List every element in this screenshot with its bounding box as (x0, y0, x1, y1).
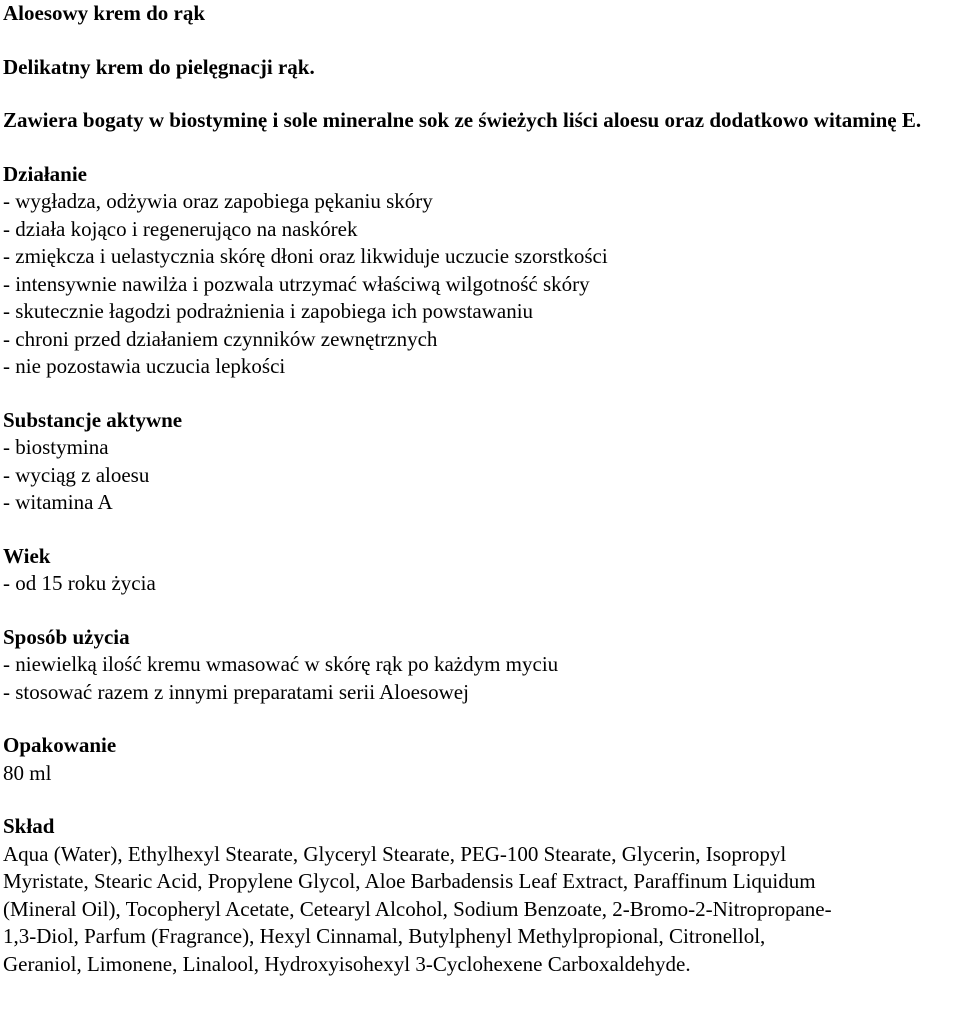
section-heading-dzialanie: Działanie (3, 161, 87, 186)
spacer (3, 706, 960, 732)
composition-line: Aqua (Water), Ethylhexyl Stearate, Glyceryl Stearate, PEG-100 Stearate, Glycerin, Isopropyl (3, 841, 787, 866)
section-heading-wiek: Wiek (3, 543, 51, 568)
composition-line: 1,3-Diol, Parfum (Fragrance), Hexyl Cinnamal, Butylphenyl Methylpropional, Citronellol, (3, 924, 766, 948)
section-heading-opakowanie: Opakowanie (3, 733, 117, 757)
spacer (3, 787, 960, 813)
list-item: - nie pozostawia uczucia lepkości (3, 354, 286, 378)
spacer (3, 28, 960, 54)
section-heading-substancje-aktywne: Substancje aktywne (3, 407, 183, 432)
list-item: - witamina A (3, 490, 113, 514)
list-item: - wyciąg z aloesu (3, 462, 150, 487)
spacer (3, 517, 960, 543)
spacer (3, 381, 960, 407)
list-item: - zmiękcza i uelastycznia skórę dłoni oraz likwiduje uczucie szorstkości (3, 244, 608, 268)
section-heading-sklad: Skład (3, 814, 55, 838)
list-item: - skutecznie łagodzi podrażnienia i zapobiega ich powstawaniu (3, 299, 534, 323)
list-item: - niewielką ilość kremu wmasować w skórę rąk po każdym myciu (3, 652, 559, 676)
composition-line: (Mineral Oil), Tocopheryl Acetate, Cetearyl Alcohol, Sodium Benzoate, 2-Bromo-2-Nitropropane- (3, 896, 832, 921)
section-heading-sposob-uzycia: Sposób użycia (3, 624, 130, 649)
spacer (3, 135, 960, 161)
list-item: - chroni przed działaniem czynników zewnętrznych (3, 326, 438, 351)
spacer (3, 598, 960, 624)
list-item: - działa kojąco i regenerująco na naskórek (3, 216, 358, 241)
composition-line: Myristate, Stearic Acid, Propylene Glycol, Aloe Barbadensis Leaf Extract, Paraffinum Liquidum (3, 869, 816, 893)
list-item: 80 ml (3, 760, 52, 785)
list-item: - biostymina (3, 435, 109, 459)
spacer (3, 81, 960, 107)
document-title: Aloesowy krem do rąk (3, 1, 206, 25)
list-item: - stosować razem z innymi preparatami serii Aloesowej (3, 679, 469, 704)
document-subtitle: Delikatny krem do pielęgnacji rąk. (3, 54, 315, 79)
list-item: - od 15 roku życia (3, 571, 156, 595)
composition-line: Geraniol, Limonene, Linalool, Hydroxyisohexyl 3-Cyclohexene Carboxaldehyde. (3, 951, 691, 976)
list-item: - intensywnie nawilża i pozwala utrzymać właściwą wilgotność skóry (3, 271, 590, 296)
list-item: - wygładza, odżywia oraz zapobiega pękaniu skóry (3, 189, 433, 213)
intro-paragraph: Zawiera bogaty w biostyminę i sole mineralne sok ze świeżych liści aloesu oraz dodatkowo witaminę E. (3, 108, 922, 132)
